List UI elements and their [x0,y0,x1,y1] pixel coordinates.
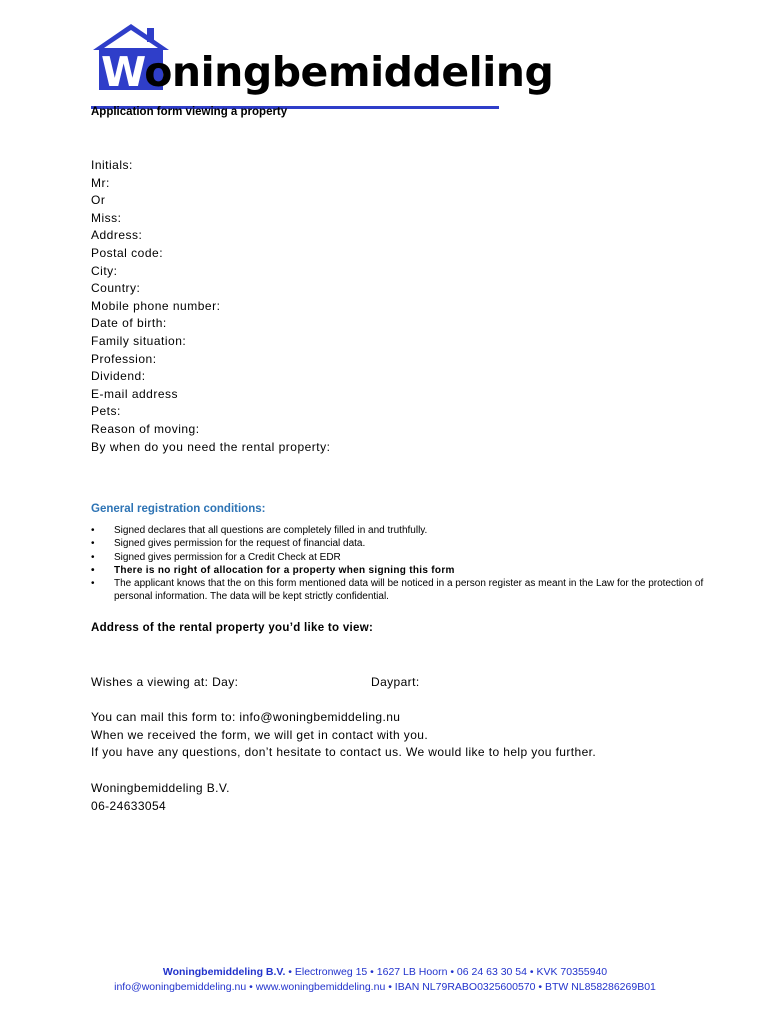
conditions-list [91,524,711,604]
form-title: Application form viewing a property [91,106,288,118]
address-heading: Address of the rental property you’d like to view: [91,622,374,634]
condition-item [91,564,711,577]
field-label: Dividend: [91,369,146,384]
field-list [91,157,330,456]
logo-first-letter: W [101,48,145,96]
field-label: Pets: [91,404,121,419]
condition-text: Signed gives permission for a Credit Check at EDR [114,551,341,563]
footer-company: Woningbemiddeling B.V. [162,966,286,978]
field-label: By when do you need the rental property: [91,439,331,454]
condition-item [91,577,711,604]
field-label: Address: [91,228,143,243]
bullet-icon: • [91,551,95,563]
logo-wordmark [101,48,553,96]
bullet-icon: • [91,525,95,536]
field-label: Initials: [91,158,133,172]
mail-line: You can mail this form to: info@woningbemiddeling.nu [91,710,401,724]
footer-line-1 [0,966,770,978]
field-label: Date of birth: [91,316,167,331]
mail-line: When we received the form, we will get in contact with you. [91,727,429,742]
field-label: Or [91,193,106,208]
condition-text: Signed gives permission for the request of financial data. [114,538,366,550]
company-name: Woningbemiddeling B.V. [91,781,230,795]
viewing-daypart-label: Daypart: [371,675,420,689]
field-label: City: [91,263,118,278]
field-label: Postal code: [91,245,164,260]
field-label: Mr: [91,175,110,190]
mail-instructions [91,709,596,762]
bullet-icon: • [91,564,95,576]
logo-rest: oningbemiddeling [144,48,554,96]
field-label: Profession: [91,351,157,366]
mail-line: If you have any questions, don’t hesitate to contact us. We would like to help you further. [91,745,597,760]
field-label: Country: [91,281,141,296]
condition-item [91,551,711,564]
field-label: Mobile phone number: [91,298,221,313]
field-label: Family situation: [91,333,187,348]
condition-text: There is no right of allocation for a property when signing this form [114,564,455,576]
footer-address: • Electronweg 15 • 1627 LB Hoorn • 06 24 63 30 54 • KVK 70355940 [285,966,608,978]
field-label: E-mail address [91,386,179,401]
condition-text: The applicant knows that the on this form mentioned data will be noticed in a person register as meant in the Law for the protection of personal information. The data will be kept strictly confidential. [114,578,704,603]
field-label: Miss: [91,210,122,225]
company-signature [91,780,230,815]
company-phone: 06-24633054 [91,798,167,813]
condition-text: Signed declares that all questions are completely filled in and truthfully. [114,525,428,536]
conditions-heading: General registration conditions: [91,503,266,515]
company-logo [91,20,554,96]
bullet-icon: • [91,578,95,590]
footer-line-2: info@woningbemiddeling.nu • www.woningbemiddeling.nu • IBAN NL79RABO0325600570 • BTW NL858286269B01 [114,981,656,993]
field-label: Reason of moving: [91,421,200,436]
condition-item [91,524,711,537]
bullet-icon: • [91,538,95,550]
condition-item [91,537,711,550]
viewing-day-label: Wishes a viewing at: Day: [91,675,239,689]
